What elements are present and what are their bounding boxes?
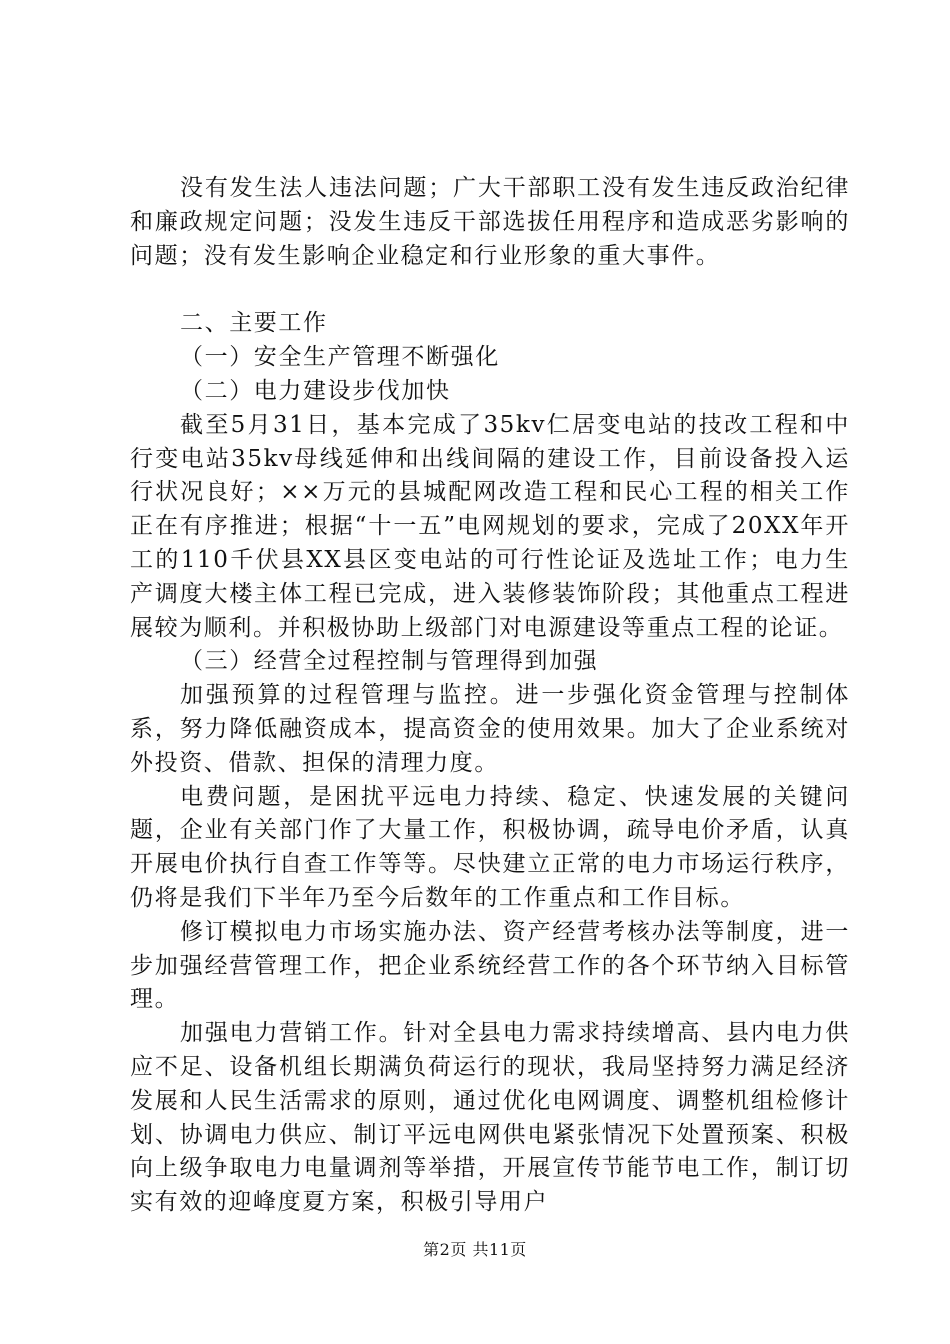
document-body [130,172,850,1220]
subheading-construction: （二）电力建设步伐加快 [180,377,451,404]
paragraph-marketing: 加强电力营销工作。针对全县电力需求持续增高、县内电力供应不足、设备机组长期满负荷运行的现状，我局坚持努力满足经济发展和人民生活需求的原则，通过优化电网调度、调整机组检修计划、协调电力供应、制订平远电网供电紧张情况下处置预案、积极向上级争取电力电量调剂等举措，开展宣传节能节电工作，制订切实有效的迎峰度夏方案，积极引导用户 [130,1020,850,1216]
paragraph-electricity-fees: 电费问题，是困扰平远电力持续、稳定、快速发展的关键问题，企业有关部门作了大量工作，积极协调，疏导电价矛盾，认真开展电价执行自查工作等等。尽快建立正常的电力市场运行秩序，仍将是我们下半年乃至今后数年的工作重点和工作目标。 [130,783,850,911]
paragraph-regulations: 修订模拟电力市场实施办法、资产经营考核办法等制度，进一步加强经营管理工作，把企业系统经营工作的各个环节纳入目标管理。 [130,918,850,1013]
subheading-operations: （三）经营全过程控制与管理得到加强 [180,648,599,675]
paragraph-construction-progress: 截至5月31日，基本完成了35kv仁居变电站的技改工程和中行变电站35kv母线延伸和出线间隔的建设工作，目前设备投入运行状况良好；××万元的县城配网改造工程和民心工程的相关工作正在有序推进；根据“十一五”电网规划的要求，完成了20XX年开工的110千伏县XX县区变电站的可行性论证及选址工作；电力生产调度大楼主体工程已完成，进入装修装饰阶段；其他重点工程进展较为顺利。并积极协助上级部门对电源建设等重点工程的论证。 [130,411,850,641]
page-number-footer: 第2页 共11页 [423,1240,527,1259]
paragraph-discipline: 没有发生法人违法问题；广大干部职工没有发生违反政治纪律和廉政规定问题；没发生违反干部选拔任用程序和造成恶劣影响的问题；没有发生影响企业稳定和行业形象的重大事件。 [130,175,850,269]
heading-main-work: 二、主要工作 [180,310,328,337]
paragraph-gap [130,273,850,307]
subheading-safety: （一）安全生产管理不断强化 [180,344,500,371]
paragraph-budget: 加强预算的过程管理与监控。进一步强化资金管理与控制体系，努力降低融资成本，提高资金的使用效果。加大了企业系统对外投资、借款、担保的清理力度。 [130,682,850,776]
